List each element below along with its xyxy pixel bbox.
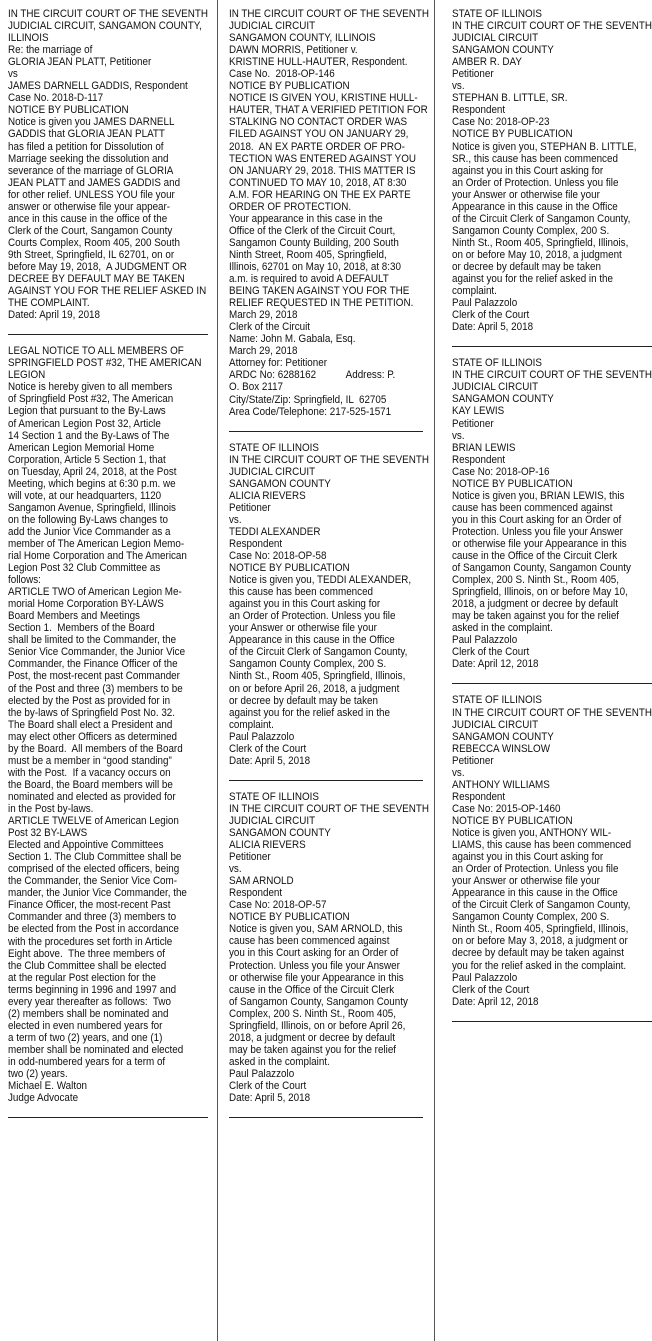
notice-text-line: asked in the complaint. <box>452 622 553 635</box>
notice-text-line: Respondent <box>452 790 506 803</box>
notice-text-line: every year thereafter as follows: Two <box>8 995 172 1008</box>
notice-text-line: Complex, 200 S. Ninth St., Room 405, <box>452 574 620 587</box>
notice-text-line: STATE OF ILLINOIS <box>452 694 542 707</box>
notice-text-line: Commander and three (3) members to <box>8 911 177 924</box>
notice-text-line: BRIAN LEWIS <box>452 441 516 454</box>
notice-separator-rule <box>229 780 423 781</box>
notice-text-line: STATE OF ILLINOIS <box>452 357 542 370</box>
notice-text-line: Paul Palazzolo <box>452 297 518 310</box>
notice-text-line: NOTICE IS GIVEN YOU, KRISTINE HULL- <box>229 92 418 105</box>
notice-text-line: 2018, a judgment or decree by default <box>229 1031 395 1044</box>
notice-text-line: Protection. Unless you file your Answer <box>229 959 400 972</box>
notice-text-line: ARDC No: 6288162 Address: P. <box>229 369 396 382</box>
notice-text-line: JEAN PLATT and JAMES GADDIS and <box>8 176 181 189</box>
notice-text-line: in the Post by-laws. <box>8 803 94 815</box>
notice-text-line: Marriage seeking the dissolution and <box>8 152 169 165</box>
notice-text-line: elected by the Post as provided for in <box>8 694 171 707</box>
notice-text-line: Case No: 2015-OP-1460 <box>452 802 561 815</box>
notice-text-line: American Legion Memorial Home <box>8 441 155 454</box>
notice-text-line: Notice is given you, SAM ARNOLD, this <box>229 923 403 936</box>
notice-text-line: IN THE CIRCUIT COURT OF THE SEVENTH <box>229 802 429 815</box>
notice-text-line: Name: John M. Gabala, Esq. <box>229 333 356 346</box>
notice-text-line: HAUTER, THAT A VERIFIED PETITION FOR <box>229 104 428 117</box>
notice-text-line: 9th Street, Springfield, IL 62701, on or <box>8 248 175 261</box>
notice-text-line: SANGAMON COUNTY <box>229 477 331 490</box>
notice-text-line: Your appearance in this case in the <box>229 212 383 225</box>
notice-separator-rule <box>8 1117 208 1118</box>
notice-text-line: Senior Vice Commander, the Junior Vice <box>8 646 186 659</box>
notice-text-line: AMBER R. DAY <box>452 56 522 69</box>
notice-text-line: Notice is given you JAMES DARNELL <box>8 116 175 129</box>
notice-text-line: JUDICIAL CIRCUIT <box>229 20 316 33</box>
notice-text-line: GADDIS that GLORIA JEAN PLATT <box>8 128 165 141</box>
notice-text-line: of American Legion Post 32, Article <box>8 417 161 430</box>
notice-text-line: has filed a petition for Dissolution of <box>8 140 164 153</box>
column-divider <box>434 0 435 1341</box>
notice-text-line: BEING TAKEN AGAINST YOU FOR THE <box>229 285 410 298</box>
notice-text-line: against you in this Court asking for <box>452 851 604 864</box>
notice-text-line: vs. <box>452 429 465 442</box>
notice-text-line: Sangamon County Building, 200 South <box>229 236 399 249</box>
notice-text-line: your Answer or otherwise file your <box>229 622 377 635</box>
notice-text-line: against you in this Court asking for <box>229 598 381 611</box>
notice-text-line: of the Post and three (3) members to be <box>8 682 183 695</box>
notice-text-line: Legion that pursuant to the By-Laws <box>8 405 166 418</box>
notice-text-line: of the Circuit Clerk of Sangamon County, <box>452 899 631 912</box>
notice-text-line: vs. <box>452 80 465 93</box>
notice-text-line: Petitioner <box>452 68 494 81</box>
legal-notice <box>452 357 652 670</box>
notice-text-line: IN THE CIRCUIT COURT OF THE SEVENTH <box>452 20 652 33</box>
notice-text-line: KRISTINE HULL-HAUTER, Respondent. <box>229 56 408 69</box>
notice-text-line: Protection. Unless you file your Answer <box>452 525 623 538</box>
notice-text-line: Sangamon County Complex, 200 S. <box>452 224 610 237</box>
notice-text-line: the Club Committee shall be elected <box>8 959 167 972</box>
notice-text-line: NOTICE BY PUBLICATION <box>452 128 573 141</box>
notice-text-line: DAWN MORRIS, Petitioner v. <box>229 44 358 57</box>
notice-text-line: Finance Officer, the most-recent Past <box>8 899 171 912</box>
notice-text-line: Sangamon County Complex, 200 S. <box>452 911 610 924</box>
notice-text-line: must be a member in “good standing” <box>8 754 172 767</box>
notice-text-line: an Order of Protection. Unless you file <box>452 863 619 876</box>
notice-text-line: SANGAMON COUNTY <box>452 393 554 406</box>
notice-text-line: terms beginning in 1996 and 1997 and <box>8 983 177 996</box>
notice-text-line: JUDICIAL CIRCUIT <box>229 465 316 478</box>
notice-text-line: Paul Palazzolo <box>229 730 295 743</box>
notice-text-line: Clerk of the Court <box>229 742 307 755</box>
legal-notice <box>8 8 208 321</box>
notice-text-line: Respondent <box>229 887 283 900</box>
notice-text-line: SR., this cause has been commenced <box>452 152 618 165</box>
notice-text-line: KAY LEWIS <box>452 405 505 418</box>
notice-text-line: by the Board. All members of the Board <box>8 742 183 755</box>
notice-text-line: STATE OF ILLINOIS <box>229 441 319 454</box>
notice-text-line: March 29, 2018 <box>229 345 298 358</box>
notice-text-line: Sangamon Avenue, Springfield, Illinois <box>8 501 176 514</box>
legal-notice <box>229 441 429 767</box>
notice-text-line: Date: April 5, 2018 <box>229 754 311 767</box>
notice-text-line: severance of the marriage of GLORIA <box>8 164 174 177</box>
notice-text-line: NOTICE BY PUBLICATION <box>452 814 573 827</box>
legal-notice <box>8 345 208 1104</box>
notice-text-line: or otherwise file your Appearance in this <box>452 537 627 550</box>
notice-text-line: of Sangamon County, Sangamon County <box>452 562 631 575</box>
notice-text-line: REBECCA WINSLOW <box>452 742 550 755</box>
notice-text-line: Complex, 200 S. Ninth St., Room 405, <box>229 1007 397 1020</box>
notice-text-line: vs. <box>229 863 242 876</box>
notice-text-line: Case No: 2018-OP-58 <box>229 550 327 563</box>
notice-text-line: Section 1. The Club Committee shall be <box>8 851 182 864</box>
notice-text-line: Illinois, 62701 on May 10, 2018, at 8:30 <box>229 260 401 273</box>
notice-text-line: may elect other Officers as determined <box>8 730 178 743</box>
notice-text-line: elected in even numbered years for <box>8 1019 163 1032</box>
notice-text-line: ALICIA RIEVERS <box>229 489 306 502</box>
notice-text-line: TEDDI ALEXANDER <box>229 525 321 538</box>
notice-text-line: your Answer or otherwise file your <box>452 188 600 201</box>
notice-text-line: Notice is hereby given to all members <box>8 381 173 394</box>
notice-text-line: ance in this cause in the office of the <box>8 212 168 225</box>
notice-text-line: on or before May 3, 2018, a judgment or <box>452 935 628 948</box>
notice-text-line: Commander, the Finance Officer of the <box>8 658 178 671</box>
notice-text-line: Notice is given you, ANTHONY WIL- <box>452 827 612 839</box>
notice-text-line: ON JANUARY 29, 2018. THIS MATTER IS <box>229 164 416 177</box>
notice-text-line: or otherwise file your Appearance in this <box>229 971 404 984</box>
notice-text-line: vs. <box>229 513 242 526</box>
notice-text-line: IN THE CIRCUIT COURT OF THE SEVENTH <box>229 453 429 466</box>
notice-text-line: Section 1. Members of the Board <box>8 622 155 635</box>
notice-text-line: morial Home Corporation BY-LAWS <box>8 598 164 611</box>
notice-text-line: March 29, 2018 <box>229 309 298 322</box>
notice-text-line: answer or otherwise file your appear- <box>8 200 171 213</box>
notice-text-line: Meeting, which begins at 6:30 p.m. we <box>8 477 176 490</box>
notice-text-line: SANGAMON COUNTY, ILLINOIS <box>229 32 376 45</box>
notice-text-line: Re: the marriage of <box>8 44 93 57</box>
notice-text-line: Sangamon County Complex, 200 S. <box>229 658 387 671</box>
notice-text-line: of Sangamon County, Sangamon County <box>229 995 408 1008</box>
notice-text-line: Springfield, Illinois, on or before April 26, <box>229 1019 406 1032</box>
notice-text-line: Courts Complex, Room 405, 200 South <box>8 236 180 249</box>
notice-text-line: rial Home Corporation and The American <box>8 550 187 563</box>
notice-text-line: ANTHONY WILLIAMS <box>452 778 550 791</box>
notice-text-line: JAMES DARNELL GADDIS, Respondent <box>8 80 188 93</box>
notice-text-line: be elected from the Post in accordance <box>8 923 179 936</box>
notice-text-line: Clerk of the Court, Sangamon County <box>8 224 173 237</box>
notice-separator-rule <box>229 1117 423 1118</box>
notice-text-line: add the Junior Vice Commander as a <box>8 525 171 538</box>
notice-text-line: Board Members and Meetings <box>8 610 140 623</box>
notice-text-line: A.M. FOR HEARING ON THE EX PARTE <box>229 188 411 201</box>
notice-text-line: Petitioner <box>229 501 271 514</box>
notice-text-line: JUDICIAL CIRCUIT <box>452 381 539 394</box>
notice-text-line: FILED AGAINST YOU ON JANUARY 29, <box>229 128 409 141</box>
notice-text-line: against you in this Court asking for <box>452 164 604 177</box>
notice-text-line: a term of two (2) years, and one (1) <box>8 1031 163 1044</box>
notice-text-line: against you for the relief asked in the <box>229 706 391 719</box>
notice-text-line: Ninth Street, Room 405, Springfield, <box>229 248 387 261</box>
notice-text-line: Paul Palazzolo <box>229 1067 295 1080</box>
notice-text-line: Elected and Appointive Committees <box>8 839 164 852</box>
notice-text-line: follows: <box>8 574 41 587</box>
notice-text-line: 14 Section 1 and the By-Laws of The <box>8 429 170 442</box>
notice-text-line: Clerk of the Court <box>229 1079 307 1092</box>
notice-text-line: Respondent <box>452 104 506 117</box>
notice-text-line: Case No: 2018-OP-16 <box>452 465 550 478</box>
notice-text-line: Springfield, Illinois, on or before May 10, <box>452 586 628 599</box>
notice-text-line: SANGAMON COUNTY <box>452 730 554 743</box>
notice-text-line: IN THE CIRCUIT COURT OF THE SEVENTH <box>8 8 208 20</box>
notice-text-line: Appearance in this cause in the Office <box>452 200 618 213</box>
notice-text-line: NOTICE BY PUBLICATION <box>452 477 573 490</box>
legal-notice <box>229 790 429 1105</box>
notice-text-line: Petitioner <box>452 754 494 767</box>
notice-text-line: Notice is given you, BRIAN LEWIS, this <box>452 489 625 502</box>
notice-separator-rule <box>452 683 652 684</box>
notice-text-line: Post, the most-recent past Commander <box>8 670 180 683</box>
notice-text-line: shall be limited to the Commander, the <box>8 634 177 647</box>
notice-text-line: Date: April 5, 2018 <box>229 1092 311 1105</box>
notice-text-line: Ninth St., Room 405, Springfield, Illinois, <box>229 670 406 683</box>
notice-text-line: IN THE CIRCUIT COURT OF THE SEVENTH <box>452 369 652 382</box>
notice-text-line: comprised of the elected officers, being <box>8 863 180 876</box>
notice-text-line: ORDER OF PROTECTION. <box>229 200 352 213</box>
notice-text-line: Petitioner <box>229 851 271 864</box>
column-divider <box>217 0 218 1341</box>
notice-text-line: Judge Advocate <box>8 1092 79 1105</box>
notice-text-line: NOTICE BY PUBLICATION <box>229 562 350 575</box>
notice-text-line: on the following By-Laws changes to <box>8 513 168 526</box>
notice-text-line: 2018. AN EX PARTE ORDER OF PRO- <box>229 140 405 153</box>
notice-text-line: (2) members shall be nominated and <box>8 1007 169 1020</box>
notice-text-line: Corporation, Article 5 Section 1, that <box>8 453 166 466</box>
notice-text-line: you for the relief asked in the complaint. <box>452 959 627 972</box>
notice-text-line: Clerk of the Circuit <box>229 321 311 334</box>
notice-text-line: Paul Palazzolo <box>452 971 518 984</box>
notice-text-line: cause in the Office of the Circuit Clerk <box>229 983 395 996</box>
notice-text-line: Case No: 2018-OP-57 <box>229 899 327 912</box>
notice-text-line: JUDICIAL CIRCUIT <box>229 814 316 827</box>
notice-text-line: LEGION <box>8 369 46 382</box>
notice-text-line: Case No. 2018-OP-146 <box>229 68 335 81</box>
notice-text-line: Date: April 5, 2018 <box>452 321 534 334</box>
notice-text-line: complaint. <box>229 718 274 731</box>
notice-text-line: member shall be nominated and elected <box>8 1043 184 1056</box>
notice-separator-rule <box>229 431 423 432</box>
notice-text-line: the Commander, the Senior Vice Com- <box>8 875 178 888</box>
notice-text-line: on Tuesday, April 24, 2018, at the Post <box>8 465 177 478</box>
notice-text-line: SANGAMON COUNTY <box>229 827 331 839</box>
notice-text-line: two (2) years. <box>8 1068 68 1081</box>
notice-text-line: nominated and elected as provided for <box>8 790 176 803</box>
notice-text-line: JUDICIAL CIRCUIT, SANGAMON COUNTY, <box>8 20 202 33</box>
notice-text-line: NOTICE BY PUBLICATION <box>229 911 350 924</box>
notice-text-line: Dated: April 19, 2018 <box>8 309 101 322</box>
notice-text-line: Clerk of the Court <box>452 309 530 322</box>
notice-text-line: Appearance in this cause in the Office <box>229 634 395 647</box>
notice-text-line: ARTICLE TWO of American Legion Me- <box>8 586 182 599</box>
notice-text-line: City/State/Zip: Springfield, IL 62705 <box>229 393 387 406</box>
notice-text-line: against you for the relief asked in the <box>452 273 614 286</box>
notice-separator-rule <box>452 1021 652 1022</box>
notice-text-line: ALICIA RIEVERS <box>229 839 306 852</box>
notice-text-line: Notice is given you, TEDDI ALEXANDER, <box>229 574 412 587</box>
notice-text-line: AGAINST YOU FOR THE RELIEF ASKED IN <box>8 285 207 298</box>
notice-text-line: Petitioner <box>452 417 494 430</box>
notice-text-line: or decree by default may be taken <box>452 260 601 273</box>
notice-text-line: GLORIA JEAN PLATT, Petitioner <box>8 56 152 69</box>
notice-text-line: STATE OF ILLINOIS <box>229 790 319 803</box>
notice-text-line: Michael E. Walton <box>8 1080 88 1093</box>
notice-text-line: this cause has been commenced <box>229 586 374 599</box>
notice-text-line: complaint. <box>452 285 497 298</box>
legal-notice <box>452 8 652 333</box>
notice-text-line: vs. <box>452 766 465 779</box>
notice-text-line: Respondent <box>229 537 283 550</box>
notice-text-line: cause has been commenced against <box>229 935 390 948</box>
notice-text-line: JUDICIAL CIRCUIT <box>452 32 539 45</box>
notice-text-line: Date: April 12, 2018 <box>452 995 539 1008</box>
notice-text-line: Ninth St., Room 405, Springfield, Illinois, <box>452 923 629 936</box>
notice-text-line: 2018, a judgment or decree by default <box>452 598 618 611</box>
notice-text-line: SANGAMON COUNTY <box>452 44 554 57</box>
notice-text-line: The Board shall elect a President and <box>8 718 173 731</box>
notice-text-line: RELIEF REQUESTED IN THE PETITION. <box>229 297 414 310</box>
notice-text-line: an Order of Protection. Unless you file <box>229 610 396 623</box>
notice-text-line: the by-laws of Springfield Post No. 32. <box>8 706 176 719</box>
notice-text-line: of the Circuit Clerk of Sangamon County, <box>229 646 408 659</box>
notice-text-line: CONTINUED TO MAY 10, 2018, AT 8:30 <box>229 176 407 189</box>
notice-text-line: you in this Court asking for an Order of <box>452 513 622 526</box>
notice-text-line: DECREE BY DEFAULT MAY BE TAKEN <box>8 273 185 286</box>
notice-text-line: Ninth St., Room 405, Springfield, Illinois, <box>452 236 629 249</box>
notice-column-1 <box>8 8 208 1128</box>
notice-text-line: cause in the Office of the Circuit Clerk <box>452 550 618 563</box>
notice-text-line: of the Circuit Clerk of Sangamon County, <box>452 212 631 225</box>
notice-text-line: cause has been commenced against <box>452 501 613 514</box>
notice-text-line: IN THE CIRCUIT COURT OF THE SEVENTH <box>452 706 652 719</box>
notice-text-line: may be taken against you for the relief <box>229 1043 397 1056</box>
notice-text-line: THE COMPLAINT. <box>8 297 90 310</box>
notice-text-line: at the regular Post election for the <box>8 971 156 984</box>
notice-text-line: in odd-numbered years for a term of <box>8 1055 166 1068</box>
notice-text-line: Case No. 2018-D-117 <box>8 92 104 105</box>
notice-text-line: Legion Post 32 Club Committee as <box>8 562 161 575</box>
notice-text-line: the Board, the Board members will be <box>8 778 173 791</box>
notice-separator-rule <box>452 346 652 347</box>
notice-text-line: ILLINOIS <box>8 32 49 45</box>
notice-text-line: mander, the Junior Vice Commander, the <box>8 887 187 900</box>
notice-text-line: your Answer or otherwise file your <box>452 875 600 888</box>
notice-text-line: Respondent <box>452 453 506 466</box>
notice-text-line: TECTION WAS ENTERED AGAINST YOU <box>229 152 417 165</box>
notice-separator-rule <box>8 334 208 335</box>
notice-text-line: with the procedures set forth in Article <box>8 935 173 948</box>
legal-notice <box>452 694 652 1007</box>
notice-text-line: a.m. is required to avoid A DEFAULT <box>229 273 389 286</box>
notice-text-line: NOTICE BY PUBLICATION <box>229 80 350 93</box>
notice-text-line: Notice is given you, STEPHAN B. LITTLE, <box>452 140 637 153</box>
notice-text-line: may be taken against you for the relief <box>452 610 620 623</box>
notice-text-line: Eight above. The three members of <box>8 947 165 960</box>
notice-text-line: Attorney for: Petitioner <box>229 357 328 370</box>
notice-text-line: on or before May 10, 2018, a judgment <box>452 248 622 261</box>
notice-text-line: Date: April 12, 2018 <box>452 658 539 671</box>
notice-text-line: you in this Court asking for an Order of <box>229 947 399 960</box>
notice-text-line: Appearance in this cause in the Office <box>452 887 618 900</box>
notice-text-line: an Order of Protection. Unless you file <box>452 176 619 189</box>
notice-text-line: of Springfield Post #32, The American <box>8 393 174 406</box>
notice-text-line: O. Box 2117 <box>229 381 284 394</box>
notice-text-line: Clerk of the Court <box>452 646 530 659</box>
notice-text-line: SPRINGFIELD POST #32, THE AMERICAN <box>8 357 202 370</box>
notice-text-line: vs <box>8 68 18 81</box>
legal-notice <box>229 8 429 418</box>
notice-text-line: or decree by default may be taken <box>229 694 378 707</box>
notice-column-3 <box>452 8 652 1032</box>
notice-text-line: SAM ARNOLD <box>229 875 294 888</box>
notice-text-line: LIAMS, this cause has been commenced <box>452 839 632 852</box>
notice-column-2 <box>229 8 429 1128</box>
notice-text-line: STATE OF ILLINOIS <box>452 8 542 20</box>
notice-text-line: Post 32 BY-LAWS <box>8 827 88 840</box>
notice-text-line: asked in the complaint. <box>229 1055 330 1068</box>
notice-text-line: before May 19, 2018, A JUDGMENT OR <box>8 260 187 273</box>
notice-text-line: with the Post. If a vacancy occurs on <box>8 766 171 779</box>
notice-text-line: JUDICIAL CIRCUIT <box>452 718 539 731</box>
notice-text-line: for other relief. UNLESS YOU file your <box>8 188 175 201</box>
notice-text-line: member of The American Legion Memo- <box>8 537 185 550</box>
notice-text-line: LEGAL NOTICE TO ALL MEMBERS OF <box>8 345 184 358</box>
notice-text-line: NOTICE BY PUBLICATION <box>8 104 129 117</box>
notice-text-line: Office of the Clerk of the Circuit Court, <box>229 224 396 237</box>
notice-text-line: decree by default may be taken against <box>452 947 624 960</box>
notice-text-line: on or before April 26, 2018, a judgment <box>229 682 400 695</box>
notice-text-line: ARTICLE TWELVE of American Legion <box>8 815 179 828</box>
notice-text-line: will vote, at our headquarters, 1120 <box>8 489 162 502</box>
notice-text-line: Area Code/Telephone: 217-525-1571 <box>229 405 392 418</box>
notice-text-line: STALKING NO CONTACT ORDER WAS <box>229 116 408 129</box>
notice-text-line: STEPHAN B. LITTLE, SR. <box>452 92 568 105</box>
notice-text-line: Clerk of the Court <box>452 983 530 996</box>
notice-text-line: Case No: 2018-OP-23 <box>452 116 550 129</box>
notice-text-line: Paul Palazzolo <box>452 634 518 647</box>
notice-text-line: IN THE CIRCUIT COURT OF THE SEVENTH <box>229 8 429 20</box>
